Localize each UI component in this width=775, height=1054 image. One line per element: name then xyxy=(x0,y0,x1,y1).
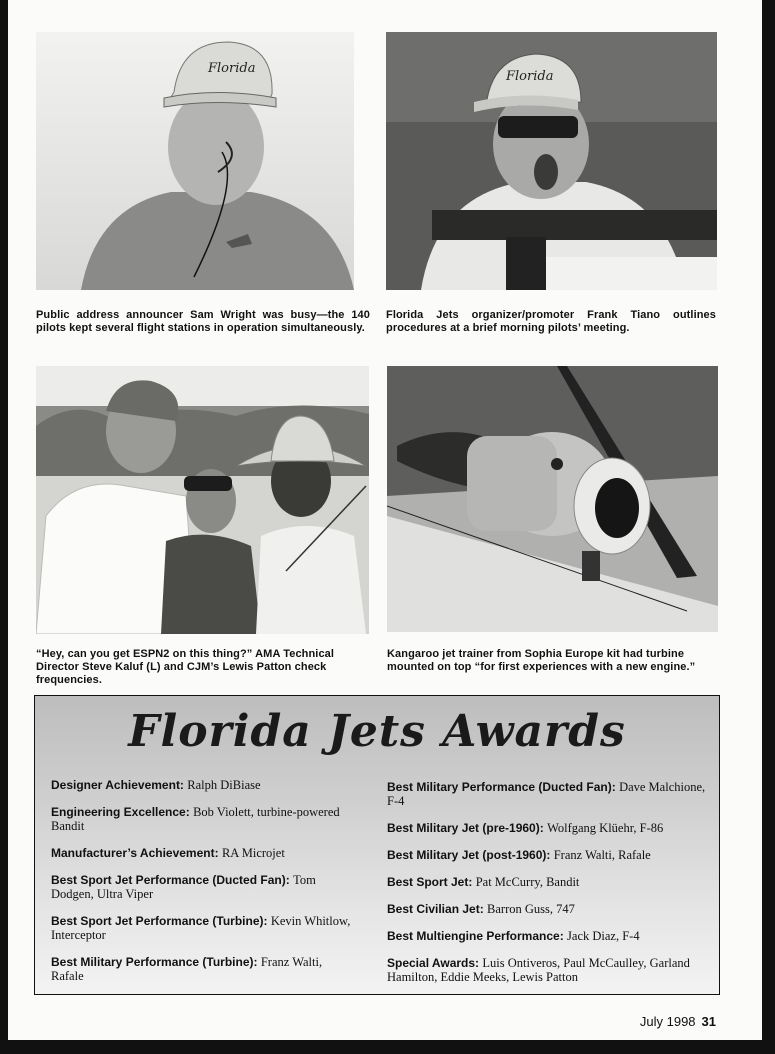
award-winner: Kevin Whitlow, Interceptor xyxy=(51,914,351,942)
award-item xyxy=(51,805,351,833)
award-item xyxy=(51,846,351,860)
page-number: 31 xyxy=(701,1014,716,1029)
award-winner: Tom Dodgen, Ultra Viper xyxy=(51,873,316,901)
award-category: Best Military Jet (pre-1960): xyxy=(387,821,544,835)
award-winner: Pat McCurry, Bandit xyxy=(475,875,580,889)
award-item xyxy=(387,780,712,808)
award-winner: Wolfgang Klüehr, F-86 xyxy=(547,821,664,835)
issue-date: July 1998 xyxy=(639,1014,696,1029)
award-item xyxy=(51,955,351,983)
award-category: Special Awards: xyxy=(387,956,480,970)
award-winner: Bob Violett, turbine-powered Bandit xyxy=(51,805,340,833)
award-category: Best Civilian Jet: xyxy=(387,902,484,916)
award-winner: Barron Guss, 747 xyxy=(487,902,575,916)
photo-kangaroo-trainer xyxy=(387,366,718,632)
award-category: Best Sport Jet Performance (Turbine): xyxy=(51,914,268,928)
award-category: Best Military Jet (post-1960): xyxy=(387,848,551,862)
magazine-page xyxy=(8,0,762,1040)
caption-sam-wright: Public address announcer Sam Wright was busy—the 140 pilots kept several flight stations in operation simultaneously. xyxy=(36,309,370,334)
awards-column-left xyxy=(51,778,351,996)
award-category: Best Military Performance (Turbine): xyxy=(51,955,258,969)
award-item xyxy=(387,821,712,835)
page-footer xyxy=(640,1014,716,1029)
caption-frank-tiano: Florida Jets organizer/promoter Frank Tiano outlines procedures at a brief morning pilots’ meeting. xyxy=(386,309,716,334)
award-category: Best Sport Jet: xyxy=(387,875,473,889)
award-winner: Franz Walti, Rafale xyxy=(553,848,651,862)
caption-kangaroo-trainer: Kangaroo jet trainer from Sophia Europe kit had turbine mounted on top “for first experiences with a new engine.” xyxy=(387,648,696,673)
award-item xyxy=(51,914,351,942)
award-category: Manufacturer’s Achievement: xyxy=(51,846,219,860)
award-winner: Luis Ontiveros, Paul McCaulley, Garland Hamilton, Eddie Meeks, Lewis Patton xyxy=(387,956,690,984)
award-category: Best Sport Jet Performance (Ducted Fan): xyxy=(51,873,290,887)
award-winner: Franz Walti, Rafale xyxy=(51,955,323,983)
award-category: Engineering Excellence: xyxy=(51,805,190,819)
award-item xyxy=(387,929,712,943)
award-category: Designer Achievement: xyxy=(51,778,184,792)
award-winner: RA Microjet xyxy=(221,846,285,860)
photo-frank-tiano xyxy=(386,32,717,290)
photo-sam-wright xyxy=(36,32,354,290)
award-category: Best Military Performance (Ducted Fan): xyxy=(387,780,616,794)
award-category: Best Multiengine Performance: xyxy=(387,929,564,943)
svg-text:Florida: Florida xyxy=(506,69,554,84)
award-winner: Jack Diaz, F-4 xyxy=(567,929,640,943)
svg-text:Florida: Florida xyxy=(208,61,256,76)
award-winner: Dave Malchione, F-4 xyxy=(387,780,706,808)
award-item xyxy=(387,902,712,916)
awards-box xyxy=(34,695,720,995)
award-item xyxy=(387,956,712,984)
awards-column-right xyxy=(387,780,712,997)
caption-ama-director: “Hey, can you get ESPN2 on this thing?” AMA Technical Director Steve Kaluf (L) and CJM’s Lewis Patton check frequencies. xyxy=(36,648,335,686)
award-winner: Ralph DiBiase xyxy=(187,778,261,792)
award-item xyxy=(387,875,712,889)
award-item xyxy=(51,873,351,901)
awards-title: Florida Jets Awards xyxy=(128,706,626,757)
award-item xyxy=(387,848,712,862)
award-item xyxy=(51,778,351,792)
photo-ama-director xyxy=(36,366,369,634)
